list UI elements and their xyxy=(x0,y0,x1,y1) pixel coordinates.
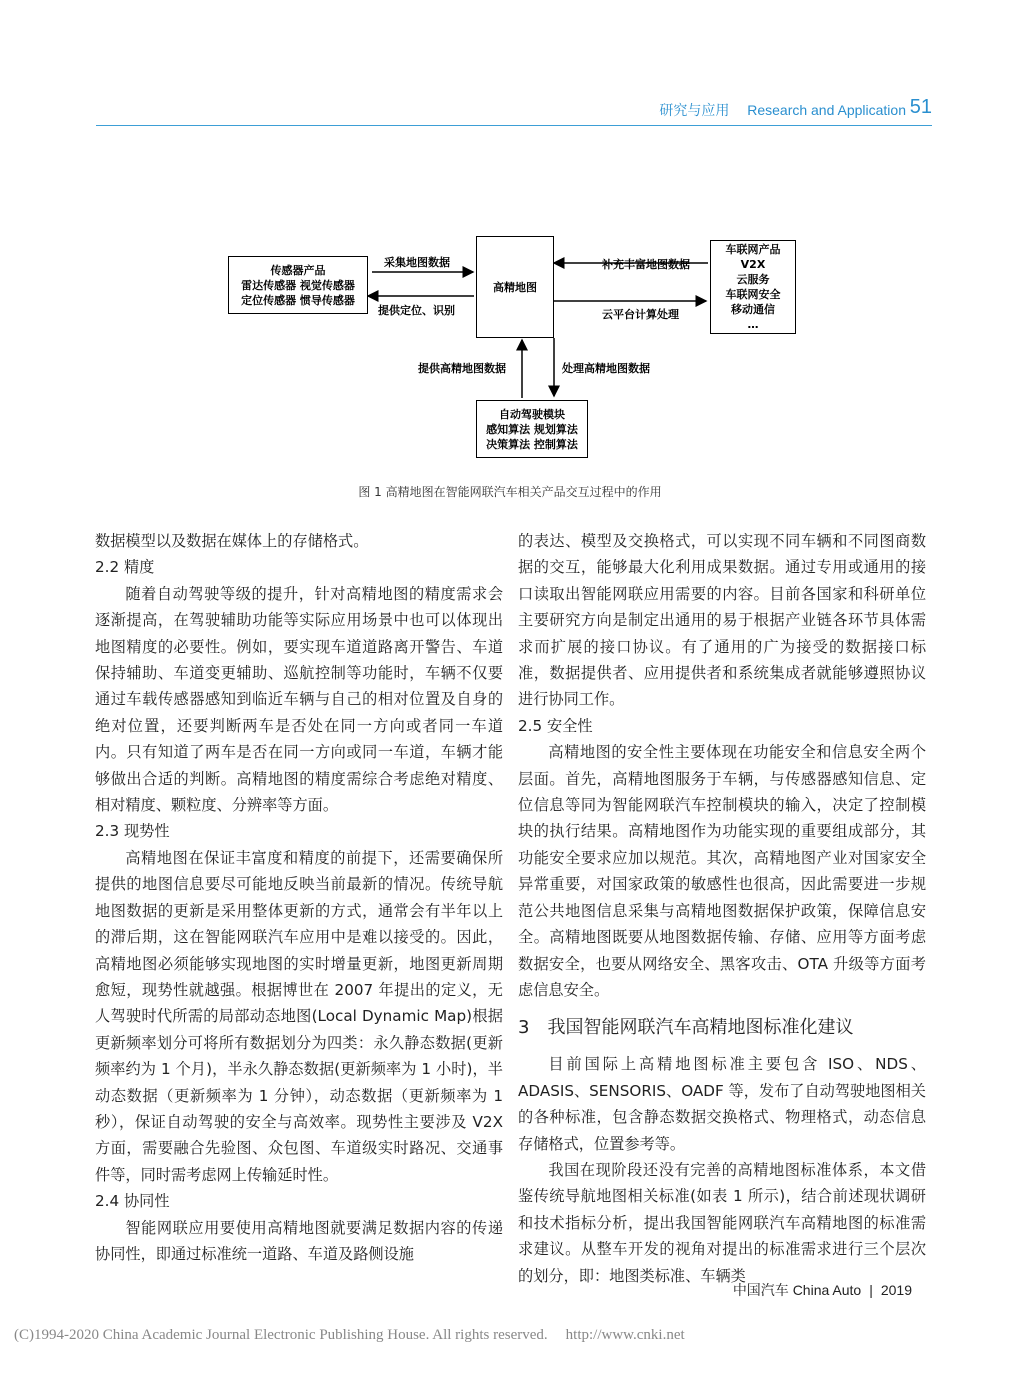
paragraph-standards-cn: 我国在现阶段还没有完善的高精地图标准体系，本文借鉴传统导航地图相关标准(如表 1 所示)，结合前述现状调研和技术指标分析，提出我国智能网联汽车高精地图的标准需求建议。从整车开发的视角对提出的标准需求进行三个层次的划分，即：地图类标准、车辆类 xyxy=(518,1160,926,1285)
section-label-en: Research and Application xyxy=(747,102,906,118)
figure-diagram xyxy=(226,232,796,462)
v2x-line2: 云服务 xyxy=(736,273,770,286)
page-number: 51 xyxy=(909,96,932,118)
heading-2-5: 2.5 安全性 xyxy=(518,716,593,735)
auto-line2: 决策算法 控制算法 xyxy=(486,437,578,451)
v2x-line4: 移动通信 xyxy=(731,303,775,316)
auto-module-box xyxy=(476,400,588,458)
label-process-hd: 处理高精地图数据 xyxy=(562,362,650,375)
left-column xyxy=(95,528,503,1267)
heading-2-3: 2.3 现势性 xyxy=(95,822,170,841)
paragraph-continued: 数据模型以及数据在媒体上的存储格式。 xyxy=(95,532,369,550)
heading-2-4: 2.4 协同性 xyxy=(95,1192,170,1211)
v2x-line1: V2X xyxy=(740,258,766,271)
paragraph-collaboration-cont: 的表达、模型及交换格式，可以实现不同车辆和不同图商数据的交互，能够最大化利用成果数据。通过专用或通用的接口读取出智能网联应用需要的内容。目前各国家和科研单位主要研究方向是制定出通用的易于根据产业链各环节具体需求而扩展的接口协议。有了通用的广为接受的数据接口标准，数据提供者、应用提供者和系统集成者就能够遵照协议进行协同工作。 xyxy=(518,532,926,709)
v2x-line5: … xyxy=(747,318,759,331)
footer-separator: | xyxy=(869,1282,873,1298)
copyright-line xyxy=(14,1327,685,1344)
auto-title: 自动驾驶模块 xyxy=(499,407,565,421)
hdmap-title: 高精地图 xyxy=(493,280,537,294)
journal-year: 2019 xyxy=(880,1282,912,1298)
label-provide-loc: 提供定位、识别 xyxy=(378,304,455,317)
label-provide-hd: 提供高精地图数据 xyxy=(418,362,506,375)
v2x-title: 车联网产品 xyxy=(725,243,781,256)
copyright-url[interactable]: http://www.cnki.net xyxy=(565,1327,685,1343)
heading-3-title: 我国智能网联汽车高精地图标准化建议 xyxy=(547,1017,854,1039)
hdmap-box xyxy=(476,236,554,338)
paragraph-collaboration: 智能网联应用要使用高精地图就要满足数据内容的传递协同性，即通过标准统一道路、车道及路侧设施 xyxy=(95,1218,503,1263)
right-column xyxy=(518,528,926,1289)
heading-3-number: 3 xyxy=(518,1017,530,1039)
figure-caption: 图 1 高精地图在智能网联汽车相关产品交互过程中的作用 xyxy=(358,485,662,499)
heading-2-2: 2.2 精度 xyxy=(95,558,155,577)
paragraph-security: 高精地图的安全性主要体现在功能安全和信息安全两个层面。首先，高精地图服务于车辆，与传感器感知信息、定位信息等同为智能网联汽车控制模块的输入，决定了控制模块的执行结果。高精地图作为功能实现的重要组成部分，其功能安全要求应加以规范。其次，高精地图产业对国家安全异常重要，对国家政策的敏感性也很高，因此需要进一步规范公共地图信息采集与高精地图数据保护政策，保障信息安全。高精地图既要从地图数据传输、存储、应用等方面考虑数据安全，也要从网络安全、黑客攻击、OTA 升级等方面考虑信息安全。 xyxy=(518,743,926,999)
paragraph-precision: 随着自动驾驶等级的提升，针对高精地图的精度需求会逐渐提高，在驾驶辅助功能等实际应用场景中也可以体现出地图精度的必要性。例如，要实现车道道路离开警告、车道保持辅助、车道变更辅助、巡航控制等功能时，车辆不仅要通过车载传感器感知到临近车辆与自己的相对位置及自身的绝对位置，还要判断两车是否处在同一方向或者同一车道内。只有知道了两车是否在同一方向或同一车道，车辆才能够做出合适的判断。高精地图的精度需综合考虑绝对精度、相对精度、颗粒度、分辨率等方面。 xyxy=(95,584,503,815)
v2x-box xyxy=(710,240,796,334)
copyright-text: (C)1994-2020 China Academic Journal Electronic Publishing House. All rights reserved. xyxy=(14,1327,548,1343)
label-supplement: 补充丰富地图数据 xyxy=(602,258,690,271)
sensor-box xyxy=(228,256,368,314)
paragraph-standards-intl: 目前国际上高精地图标准主要包含 ISO、NDS、ADASIS、SENSORIS、OADF 等，发布了自动驾驶地图相关的各种标准，包含静态数据交换格式、物理格式，动态信息存储格式，位置参考等。 xyxy=(518,1055,926,1153)
paragraph-currency: 高精地图在保证丰富度和精度的前提下，还需要确保所提供的地图信息要尽可能地反映当前最新的情况。传统导航地图数据的更新是采用整体更新的方式，通常会有半年以上的滞后期，这在智能网联汽车应用中是难以接受的。因此，高精地图必须能够实现地图的实时增量更新，地图更新周期愈短，现势性就越强。根据博世在 2007 年提出的定义，无人驾驶时代所需的局部动态地图(Local Dynamic Map)根据更新频率划分可将所有数据划分为四类：永久静态数据(更新频率约为 1 个月)，半永久静态数据(更新频率为 1 小时)，半动态数据（更新频率为 1 分钟），动态数据（更新频率为 1 秒），保证自动驾驶的安全与高效率。现势性主要涉及 V2X 方面，需要融合先验图、众包图、车道级实时路况、交通事件等，同时需考虑网上传输延时性。 xyxy=(95,848,503,1184)
page-header xyxy=(96,98,932,126)
header-rule xyxy=(96,125,932,126)
auto-line1: 感知算法 规划算法 xyxy=(486,422,578,436)
section-label xyxy=(659,100,906,120)
heading-3 xyxy=(518,1013,926,1043)
sensor-title: 传感器产品 xyxy=(270,263,326,277)
sensor-line2: 定位传感器 惯导传感器 xyxy=(241,293,355,307)
journal-name: 中国汽车 China Auto xyxy=(732,1282,862,1298)
label-cloud: 云平台计算处理 xyxy=(602,308,679,321)
section-label-zh: 研究与应用 xyxy=(659,102,730,118)
label-collect: 采集地图数据 xyxy=(384,256,450,269)
sensor-line1: 雷达传感器 视觉传感器 xyxy=(241,278,355,292)
page-footer xyxy=(733,1280,912,1300)
v2x-line3: 车联网安全 xyxy=(725,288,781,301)
